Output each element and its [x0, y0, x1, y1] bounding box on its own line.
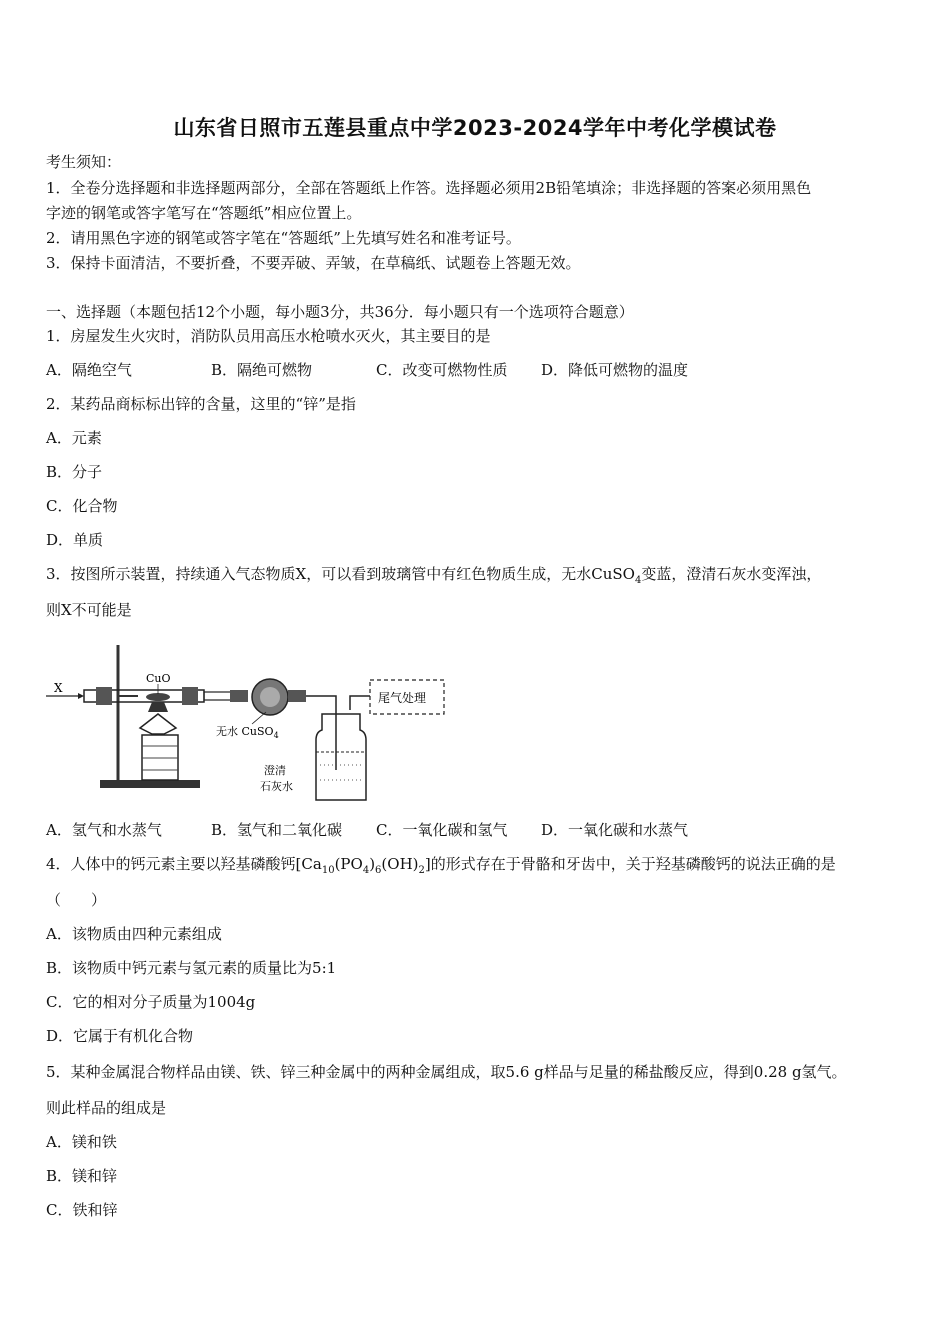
q1-option-b: B．隔绝可燃物	[211, 361, 313, 379]
question-5-stem-cont: 则此样品的组成是	[46, 1099, 167, 1117]
question-2-stem: 2．某药品商标标出锌的含量，这里的“锌”是指	[46, 395, 356, 413]
q1-option-a: A．隔绝空气	[46, 361, 132, 379]
question-3-options	[46, 820, 688, 840]
notice-item-1-cont: 字迹的钢笔或答字笔写在“答题纸”相应位置上。	[46, 204, 362, 222]
alcohol-lamp	[140, 714, 176, 734]
question-3-stem: 3．按图所示装置，持续通入气态物质X，可以看到玻璃管中有红色物质生成，无水CuSO$_4$变蓝，澄清石灰水变浑浊，	[46, 565, 822, 586]
connector-joint	[230, 690, 248, 702]
q2-option-b: B．分子	[46, 463, 103, 481]
cuso4-pointer	[252, 712, 266, 724]
stopper-right	[182, 687, 198, 705]
q4-option-d: D．它属于有机化合物	[46, 1027, 194, 1045]
q2-option-a: A．元素	[46, 429, 102, 447]
washing-bottle	[316, 714, 366, 800]
section-heading: 一、选择题（本题包括12个小题，每小题3分，共36分．每小题只有一个选项符合题意）	[46, 303, 634, 321]
label-x: X	[54, 681, 63, 695]
q5-option-a: A．镁和铁	[46, 1133, 117, 1151]
page-title: 山东省日照市五莲县重点中学2023-2024学年中考化学模试卷	[173, 116, 777, 140]
question-1-options	[46, 360, 688, 380]
q3-option-b: B．氢气和二氧化碳	[211, 821, 343, 839]
outlet-tube	[350, 696, 370, 710]
q3-option-a: A．氢气和水蒸气	[46, 821, 162, 839]
label-cuo: CuO	[146, 672, 171, 685]
question-3-stem-cont: 则X不可能是	[46, 601, 132, 619]
question-4-paren: （ ）	[46, 891, 107, 909]
cuo-sample	[146, 693, 170, 701]
question-1-stem: 1．房屋发生火灾时，消防队员用高压水枪喷水灭火，其主要目的是	[46, 327, 491, 345]
apparatus-diagram	[40, 640, 460, 820]
q5-option-c: C．铁和锌	[46, 1201, 118, 1219]
label-tail-gas: 尾气处理	[378, 691, 427, 705]
q4-option-b: B．该物质中钙元素与氢元素的质量比为5:1	[46, 959, 337, 977]
stopper-left	[96, 687, 112, 705]
q1-option-c: C．改变可燃物性质	[376, 361, 508, 379]
label-lime-1: 澄清	[264, 764, 286, 777]
connector-tube	[204, 692, 234, 700]
question-4-stem: 4．人体中的钙元素主要以羟基磷酸钙$[Ca_{10}(PO_4)_6(OH)_2]$的形式存在于骨骼和牙齿中，关于羟基磷酸钙的说法正确的是	[46, 855, 836, 876]
label-lime-2: 石灰水	[260, 780, 293, 793]
q5-option-b: B．镁和锌	[46, 1167, 118, 1185]
label-cuso4: 无水 CuSO$_4$	[216, 725, 279, 740]
q2-option-c: C．化合物	[46, 497, 118, 515]
notice-heading: 考生须知：	[46, 153, 122, 171]
notice-item-3: 3．保持卡面清洁，不要折叠，不要弄破、弄皱，在草稿纸、试题卷上答题无效。	[46, 254, 581, 272]
stand-base	[100, 780, 200, 788]
question-5-stem: 5．某种金属混合物样品由镁、铁、锌三种金属中的两种金属组成，取5.6 g样品与足量的稀盐酸反应，得到0.28 g氢气。	[46, 1063, 847, 1081]
flame	[148, 702, 168, 712]
q4-option-a: A．该物质由四种元素组成	[46, 925, 222, 943]
cuso4-bulb-inner	[260, 687, 280, 707]
q4-option-c: C．它的相对分子质量为1004g	[46, 993, 256, 1011]
q3-option-d: D．一氧化碳和水蒸气	[541, 821, 689, 839]
joint-right	[288, 690, 306, 702]
delivery-tube	[306, 696, 336, 770]
q3-option-c: C．一氧化碳和氢气	[376, 821, 508, 839]
arrow-head	[78, 693, 84, 699]
q2-option-d: D．单质	[46, 531, 104, 549]
notice-item-2: 2．请用黑色字迹的钢笔或答字笔在“答题纸”上先填写姓名和准考证号。	[46, 229, 521, 247]
q1-option-d: D．降低可燃物的温度	[541, 361, 689, 379]
notice-item-1: 1．全卷分选择题和非选择题两部分，全部在答题纸上作答。选择题必须用2B铅笔填涂；非选择题的答案必须用黑色	[46, 179, 812, 197]
